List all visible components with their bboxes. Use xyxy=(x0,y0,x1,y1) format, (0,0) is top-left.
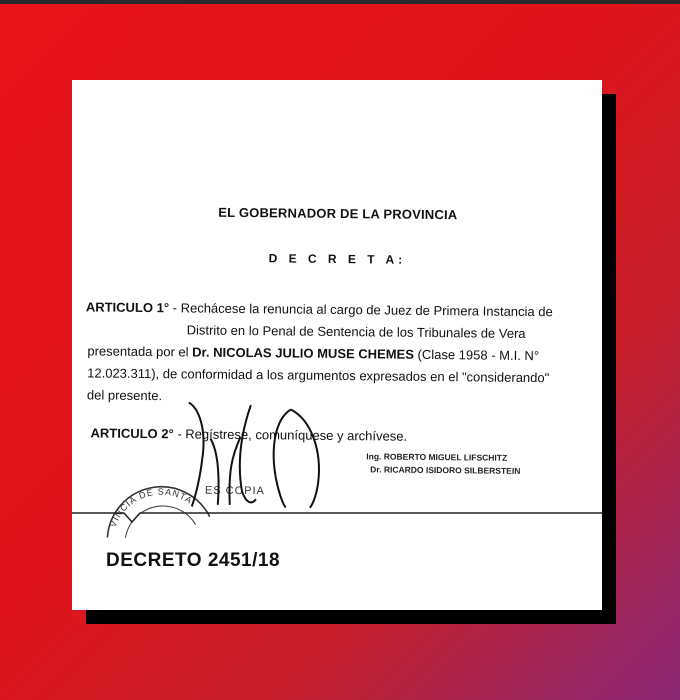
signers-block xyxy=(366,450,520,478)
judge-name: Dr. NICOLAS JULIO MUSE CHEMES xyxy=(192,344,415,362)
articulo-1-text-3b: (Clase 1958 - M.I. N° xyxy=(413,346,540,364)
signer-minister: Dr. RICARDO ISIDORO SILBERSTEIN xyxy=(370,464,521,476)
articulo-1-line-2: Distrito en lo Penal de Sentencia de los Tribunales de Vera xyxy=(186,322,526,341)
document-card xyxy=(72,80,602,610)
articulo-1-line-4: 12.023.311), de conformidad a los argumentos expresados en el "considerando" xyxy=(87,365,550,386)
articulo-1-text-1: - Rechácese la renuncia al cargo de Juez de Primera Instancia de xyxy=(168,300,553,320)
articulo-1-line-3 xyxy=(87,343,597,363)
articulo-2-label: ARTICULO 2° xyxy=(90,425,174,442)
seal-text: VINCIA DE SANTA xyxy=(107,486,195,529)
articulo-2-text: - Regístrese, comuníquese y archívese. xyxy=(173,426,408,444)
articulo-1-text-3a: presentada por el xyxy=(87,343,193,360)
articulo-1-line-5: del presente. xyxy=(86,387,163,404)
speech-bubble-divider xyxy=(72,508,602,528)
document-heading: EL GOBERNADOR DE LA PROVINCIA xyxy=(218,204,458,223)
signer-governor: Ing. ROBERTO MIGUEL LIFSCHITZ xyxy=(366,451,508,463)
handwritten-signature xyxy=(180,398,341,510)
decree-scan xyxy=(72,80,602,529)
top-strip xyxy=(0,0,680,4)
es-copia-stamp: ES COPIA xyxy=(204,484,265,498)
decree-number-caption: DECRETO 2451/18 xyxy=(106,550,281,571)
articulo-1-label: ARTICULO 1° xyxy=(85,299,170,316)
decreta-title: D E C R E T A: xyxy=(268,251,407,267)
articulo-1-line-1 xyxy=(86,299,586,319)
